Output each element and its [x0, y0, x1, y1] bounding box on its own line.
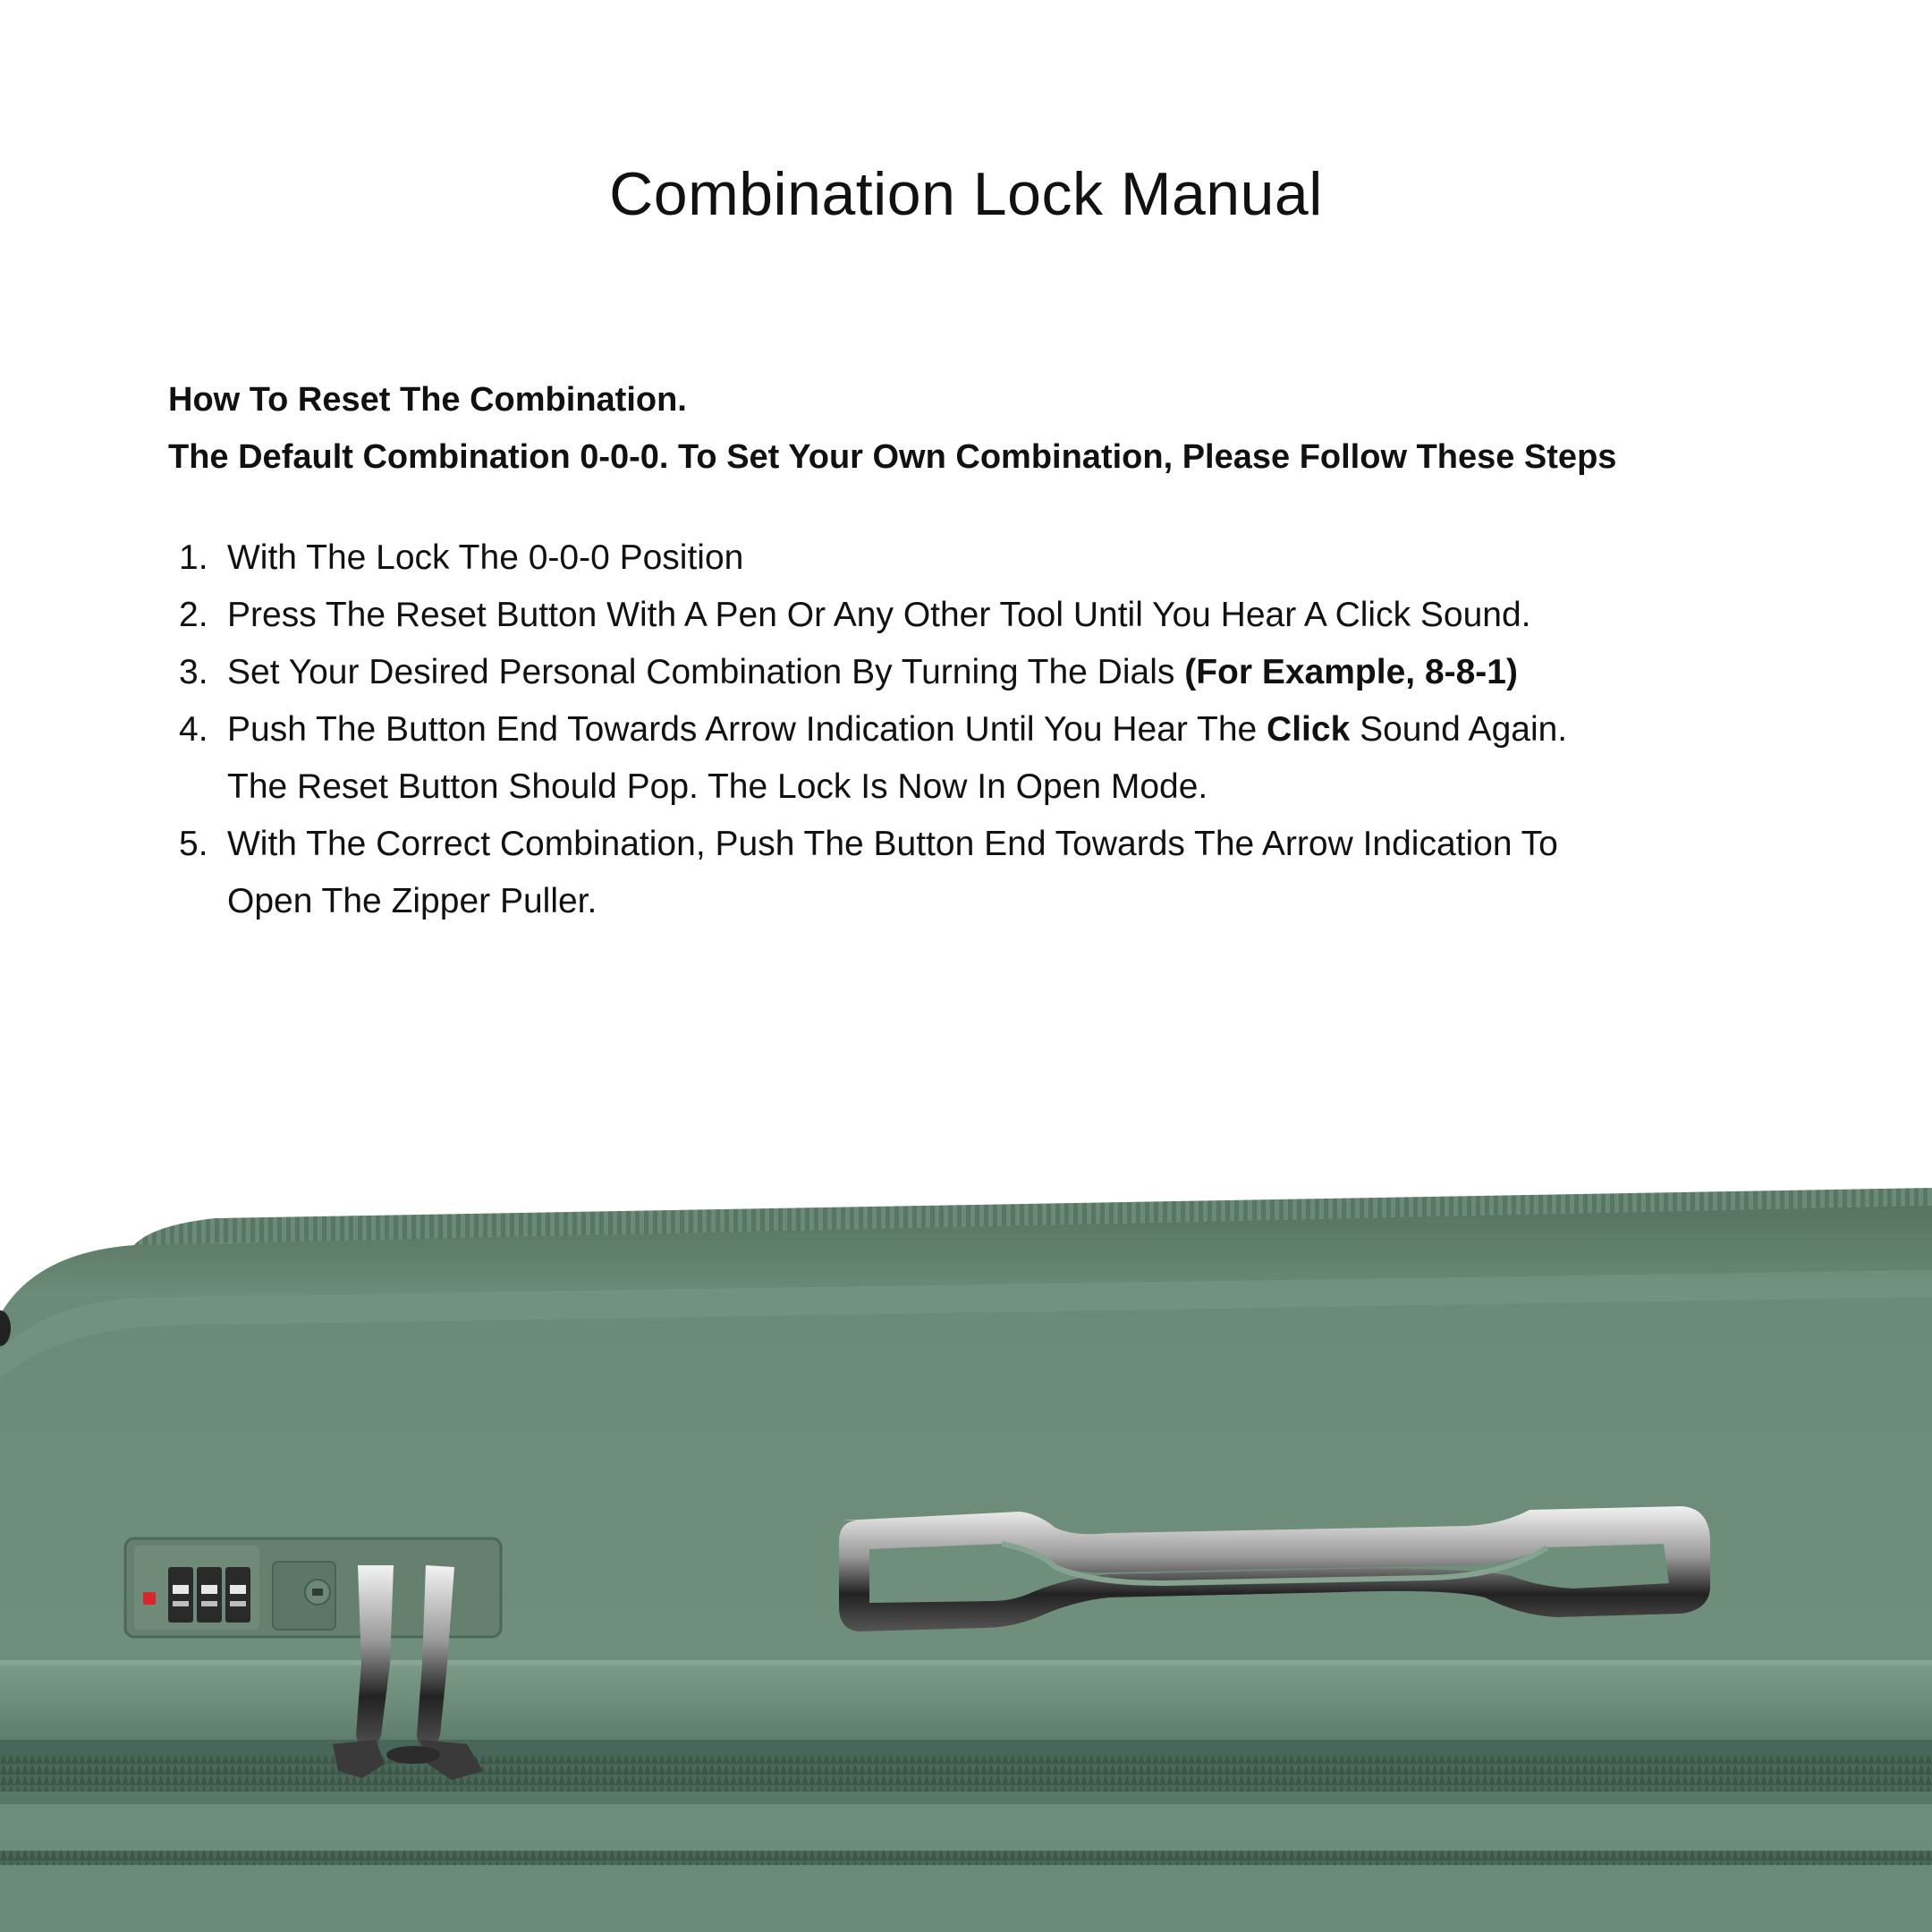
step-5: [168, 816, 1778, 930]
step-number: 4.: [179, 710, 208, 749]
step-text-line-2: The Reset Button Should Pop. The Lock Is Now In Open Mode.: [227, 767, 1208, 806]
step-number: 3.: [179, 653, 208, 691]
suitcase-photo: [0, 1163, 1932, 1932]
step-text-line-2: Open The Zipper Puller.: [227, 882, 597, 920]
reset-button-red-icon: [143, 1592, 156, 1605]
step-click-word: Click: [1267, 710, 1351, 749]
step-text: Press The Reset Button With A Pen Or Any Other Tool Until You Hear A Click Sound.: [227, 596, 1531, 634]
reset-heading: How To Reset The Combination.: [168, 381, 687, 419]
step-2: [168, 587, 1778, 644]
step-text: Set Your Desired Personal Combination By Turning The Dials: [227, 653, 1185, 691]
step-text: Push The Button End Towards Arrow Indication Until You Hear The: [227, 710, 1267, 749]
step-number: 1.: [179, 538, 208, 577]
step-number: 2.: [179, 596, 208, 634]
step-3: [168, 644, 1778, 701]
step-text: With The Lock The 0-0-0 Position: [227, 538, 744, 577]
page-title: Combination Lock Manual: [609, 160, 1323, 228]
step-text: With The Correct Combination, Push The Button End Towards The Arrow Indication To: [227, 825, 1558, 863]
step-example: (For Example, 8-8-1): [1184, 653, 1518, 691]
step-number: 5.: [179, 825, 208, 863]
steps-list: [168, 530, 1778, 930]
step-text-end: Sound Again.: [1350, 710, 1568, 749]
step-1: [168, 530, 1778, 587]
default-combination-heading: The Default Combination 0-0-0. To Set Your Own Combination, Please Follow These Steps: [168, 438, 1617, 476]
step-4: [168, 701, 1778, 816]
